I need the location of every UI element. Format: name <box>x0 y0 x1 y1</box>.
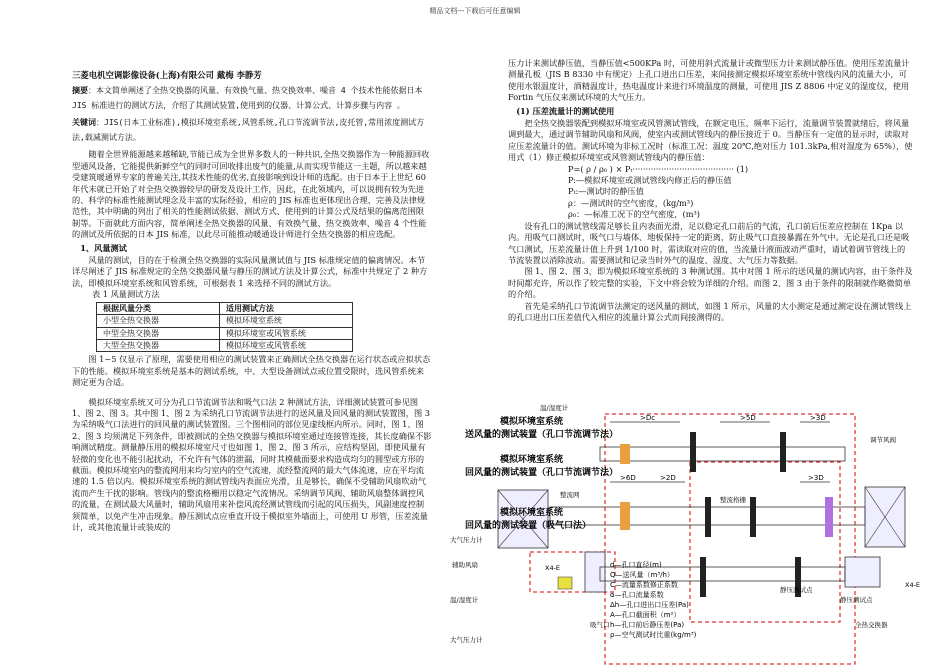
keywords-label: 关键词 <box>72 118 96 128</box>
component-label: 辅助风扇 <box>452 561 478 569</box>
heat-exchanger-box <box>845 557 880 587</box>
orifice <box>620 502 630 530</box>
component-label: 整流网 <box>560 491 580 499</box>
abstract-text: ：本文简单阐述了全热交换器的风量、有效换气量、热交换效率、噪音 4 个技术性能依据日本 JIS 标准进行的测试方法，介绍了其测试装置,使用到的仪器、计算公式、计算步骤与内容 。 <box>72 86 423 111</box>
left-column <box>72 70 432 533</box>
orifice <box>620 444 630 464</box>
table-cell: 中型全热交换器 <box>97 327 220 339</box>
component-label: 吸气口 <box>590 621 610 629</box>
page-header: 精品文档---下载后可任意编辑 <box>429 7 521 15</box>
paragraph: 模拟环境室系统又可分为孔口节流调节法和吸气口法 2 种测试方法，详细测试装置可参见图 1、图 2、图 3。其中图 1、图 2 为采纳孔口节流调节法进行的送风量及回风量的测试装置图，图 3 为采纳吸气口法进行的回风量的测试装置图。三个图相同的部位见虚线框内所示。同时，图 1、图 2、图 3 均须满足下列条件，即被测试的全热交换器与模拟环境室通过连接管连接，其长度确保不影响测试精度。测量静压用的模拟环境室尺寸也如图 1、图 2、图 3 所示，应结构坚固，即使风量有轻微的变化也不能引起扰动，不允许有气体的泄漏，同时其模截面要求构造成均匀的圆型或方形的截面。模拟环境室内的整流网用来均匀室内的空气流速，流经整流网的最大气体流速，应在平均流速的 1.5 倍以内。模拟环境室系统的测试管线内表面应光滑，且是够长，确保不受辅助风扇吹动气流而产生干扰的影响。管线内的整流格栅用以稳定气流情况。采纳调节风阀、辅助风扇整体调控风的流量，在测试最大风量时，辅助风扇用来补偿风流经测试管线而引起的风压损失，风副速度控制须简单，以免产生冲击现象。静压测试点应垂直开设于模拟室外墙面上，可使用 U 形管，压差流量计，或其他流量计或装成的 <box>72 396 432 532</box>
legend-item: A—孔口截面积（m²） <box>610 611 681 619</box>
legend-item: Q—送风量（m³/h） <box>610 571 674 579</box>
diagram-label: 模拟环境室系统 <box>500 455 564 465</box>
table-cell: 模拟环境室系统 <box>220 315 353 327</box>
diagram-label: 回风量的测试装置（吸气口法） <box>465 521 592 531</box>
table-row <box>97 327 353 339</box>
test-apparatus-diagram <box>450 402 930 672</box>
component-label: 温/湿度计 <box>450 596 479 604</box>
orifice <box>558 577 572 589</box>
keywords-text: ：JIS(日本工业标准),模拟环境室系统,风管系统,孔口节流调节法,皮托管,常用浓度测试方法,载减测试方法。 <box>72 118 425 143</box>
table-cell: 模拟环境室或风管系统 <box>220 327 353 339</box>
definition: P:—模拟环境室或测试管线内修正后的静压值 <box>568 175 732 186</box>
component-label: 调节风阀 <box>870 436 896 444</box>
test-duct <box>600 447 845 461</box>
diagram-label: 送风量的测试装置（孔口节流调节法） <box>465 430 619 440</box>
component-label: 全热交换器 <box>855 621 888 629</box>
legend-item: h—孔口前后静压差(Pa) <box>610 621 685 629</box>
component-label: 大气压力计 <box>450 636 483 644</box>
table-caption: 表 1 风量测试方法 <box>92 289 160 300</box>
legend-item: d—孔口直径(m) <box>610 561 662 569</box>
legend-item: C—流量系数修正系数 <box>610 581 678 589</box>
equation-1: P=( ρ / ρ₀ ) × Pₜ······································· (1) <box>568 163 749 174</box>
paragraph: 图 1、图 2、图 3，即为模拟环境室系统的 3 种测试图。其中对图 1 所示的送风量的测试内容，由于条件及时间都充许，所以作了较完整的实验，下文中将会较为详细的介绍。而图 2、图 3 由于条件的限制就作略微简单的介绍。 <box>508 266 913 300</box>
dimension-label: >3D <box>808 474 824 482</box>
diagram-label: 回风量的测试装置（孔口节流调节法） <box>465 468 619 478</box>
paragraph: 风量的测试，目的在于检测全热交换器的实际风量测试值与 JIS 标准规定值的偏离情况。本节详尽阐述了 JIS 标准规定的全热交换器风量与静压的测试方法及计算公式，标准中共规定了 2 种方法，即模拟环境室系统和风管系统，可根据表 1 来选择不同的测试方法。 <box>72 255 428 288</box>
table-cell: 大型全热交换器 <box>97 339 220 351</box>
legend-item: Δh—孔口进出口压差(Pa) <box>610 601 689 609</box>
dimension-arrows <box>610 422 830 482</box>
paragraph: 设有孔口的测试管线需足够长且内表面光滑，足以稳定孔口前后的气流，孔口前后压差应控制在 1Kpa 以内。用吸气口测试时，吸气口与墙体、地板保持一定的距离，防止吸气口直接暴露在外气中。无论是孔口还是吸气口测试，压差流量计值上升到 1/100 时，需读取对应的值，当流量计液面波动严重时，请试着调节管线上的节流装置以消除波动。需要测试和记录当时外气的温度、湿度、大气压力等数据。 <box>508 220 910 265</box>
intro-paragraph: 随着全世界能源越来越稀缺,节能已成为全世界多数人的一种共识,全热交换器作为一种能源回收型通风设备，它能提供新鲜空气的同时可回收排出废气的能量,从而实现节能这一主题，所以越来越受建筑暖通界专家的普遍关注,其技术性能的优劣,直接影响到设计师的选配。由于日本于上世纪 60 年代末就已开始了对全热交换器较早的研发及设计工作，因此，在此领域内，可以说拥有较为先进的、科学的标准性能测试理念及丰富的实际经验，相应的 JIS 标准也更体现出合理、完善及法律规范性，其中明确的列出了相关的性能测试依据、测试方式、使用到的计算公式及结果的偏离范围限制等。下面就此方面内容，简单阐述全热交换器的风量、有效换气量、热交换效率、噪音 4 个性能的测试及所依据的日本 JIS 标准，以此尽可能推动暖通设计师进行全热交换器的相应选配。 <box>72 149 430 240</box>
diagram-label: 模拟环境室系统 <box>500 508 564 518</box>
table-row <box>97 315 353 327</box>
abstract <box>72 83 432 113</box>
damper <box>825 497 833 537</box>
table-header: 适用测试方法 <box>220 302 353 314</box>
subsection-heading: (1) 压差流量计的测试使用 <box>516 105 615 116</box>
component-label: 静压测试点 <box>780 586 813 594</box>
legend-item: ρ—空气测试时比重(kg/m³) <box>610 631 697 639</box>
dimension-label: >6D <box>620 474 636 482</box>
definition: ρ：—测试时的空气密度，(kg/m³) <box>568 197 694 208</box>
component-label: 大气压力计 <box>450 536 483 544</box>
paragraph: 首先是采纳孔口节流调节法测定的送风量的测试，如图 1 所示，风量的大小测定是通过测定设在测试管线上的孔口进出口压差值代入相应的流量计算公式而间接测得的。 <box>508 300 912 322</box>
paragraph: 压力计来测试静压值，当静压值<500KPa 时，可使用斜式流量计或微型压力计来测试静压值。使用压差流量计测量孔板（JIS B 8330 中有规定）上孔口进出口压差，来间接测定模拟环境室系统中管线内风的流量大小，可使用水银温度计，酒精温度计，热电温度计来进行环境温度的测量，可使用 JIS Z 8806 中定义的湿度仪，使用 Fortin 气压仪来测试环境的大气压力。 <box>508 58 910 103</box>
definition: ρ₀：—标准工况下的空气密度，(m³) <box>568 209 700 220</box>
model-label: X4-E <box>905 581 921 589</box>
legend-item: α—孔口流量系数 <box>610 591 664 599</box>
dimension-label: >Dc <box>640 414 656 422</box>
author-affiliation: 三菱电机空调影像设备(上海)有限公司 戴梅 李静芳 <box>72 70 262 80</box>
paragraph: 把全热交换器装配到模拟环境室或风管测试管线，在额定电压、频率下运行，流量调节装置就绪后，将风量调到最大，通过调节辅助风扇和风阀，使室内或测试管线内的静压接近于 0。当静压有一定值的显示时，读取对应压差流量计的值。测试环境为非标工况时（标准工况：温度 20℃,绝对压力 101.3kPa,相对湿度为 65%），使用式（1）修正模拟环境室或风管测试管线内的静压值： <box>508 118 913 163</box>
model-label: X4-E <box>545 564 561 572</box>
table-header: 根据风量分类 <box>97 302 220 314</box>
section-heading: 1、风量测试 <box>80 242 127 253</box>
paragraph: 图 1~5 仅显示了原理，需要使用相应的测试装置来正确测试全热交换器在运行状态或应拟状态下的性能。模拟环境室系统是基本的测试系统，中、大型设备测试点或位置受限时，选风管系统来测定更为合适。 <box>72 354 431 388</box>
table-cell: 小型全热交换器 <box>97 315 220 327</box>
dimension-label: >3D <box>810 414 826 422</box>
flow-straightener <box>690 432 801 597</box>
table-row <box>97 339 353 351</box>
dimension-label: >5D <box>740 414 756 422</box>
abstract-label: 摘要 <box>72 86 88 96</box>
keywords <box>72 115 432 145</box>
heat-exchanger-box <box>585 552 605 592</box>
test-method-table <box>96 302 353 353</box>
right-column <box>508 58 913 323</box>
component-label: 静压测试点 <box>840 596 873 604</box>
definition: Pₜ:—测试时的静压值 <box>568 186 644 197</box>
dashed-region <box>690 462 840 622</box>
table-cell: 模拟环境室或风管系统 <box>220 339 353 351</box>
component-label: 整流格栅 <box>720 496 746 504</box>
diagram-label: 模拟环境室系统 <box>500 417 564 427</box>
dimension-label: >2D <box>660 474 676 482</box>
table-header-row <box>97 302 353 314</box>
component-label: 温/湿度计 <box>540 404 569 412</box>
